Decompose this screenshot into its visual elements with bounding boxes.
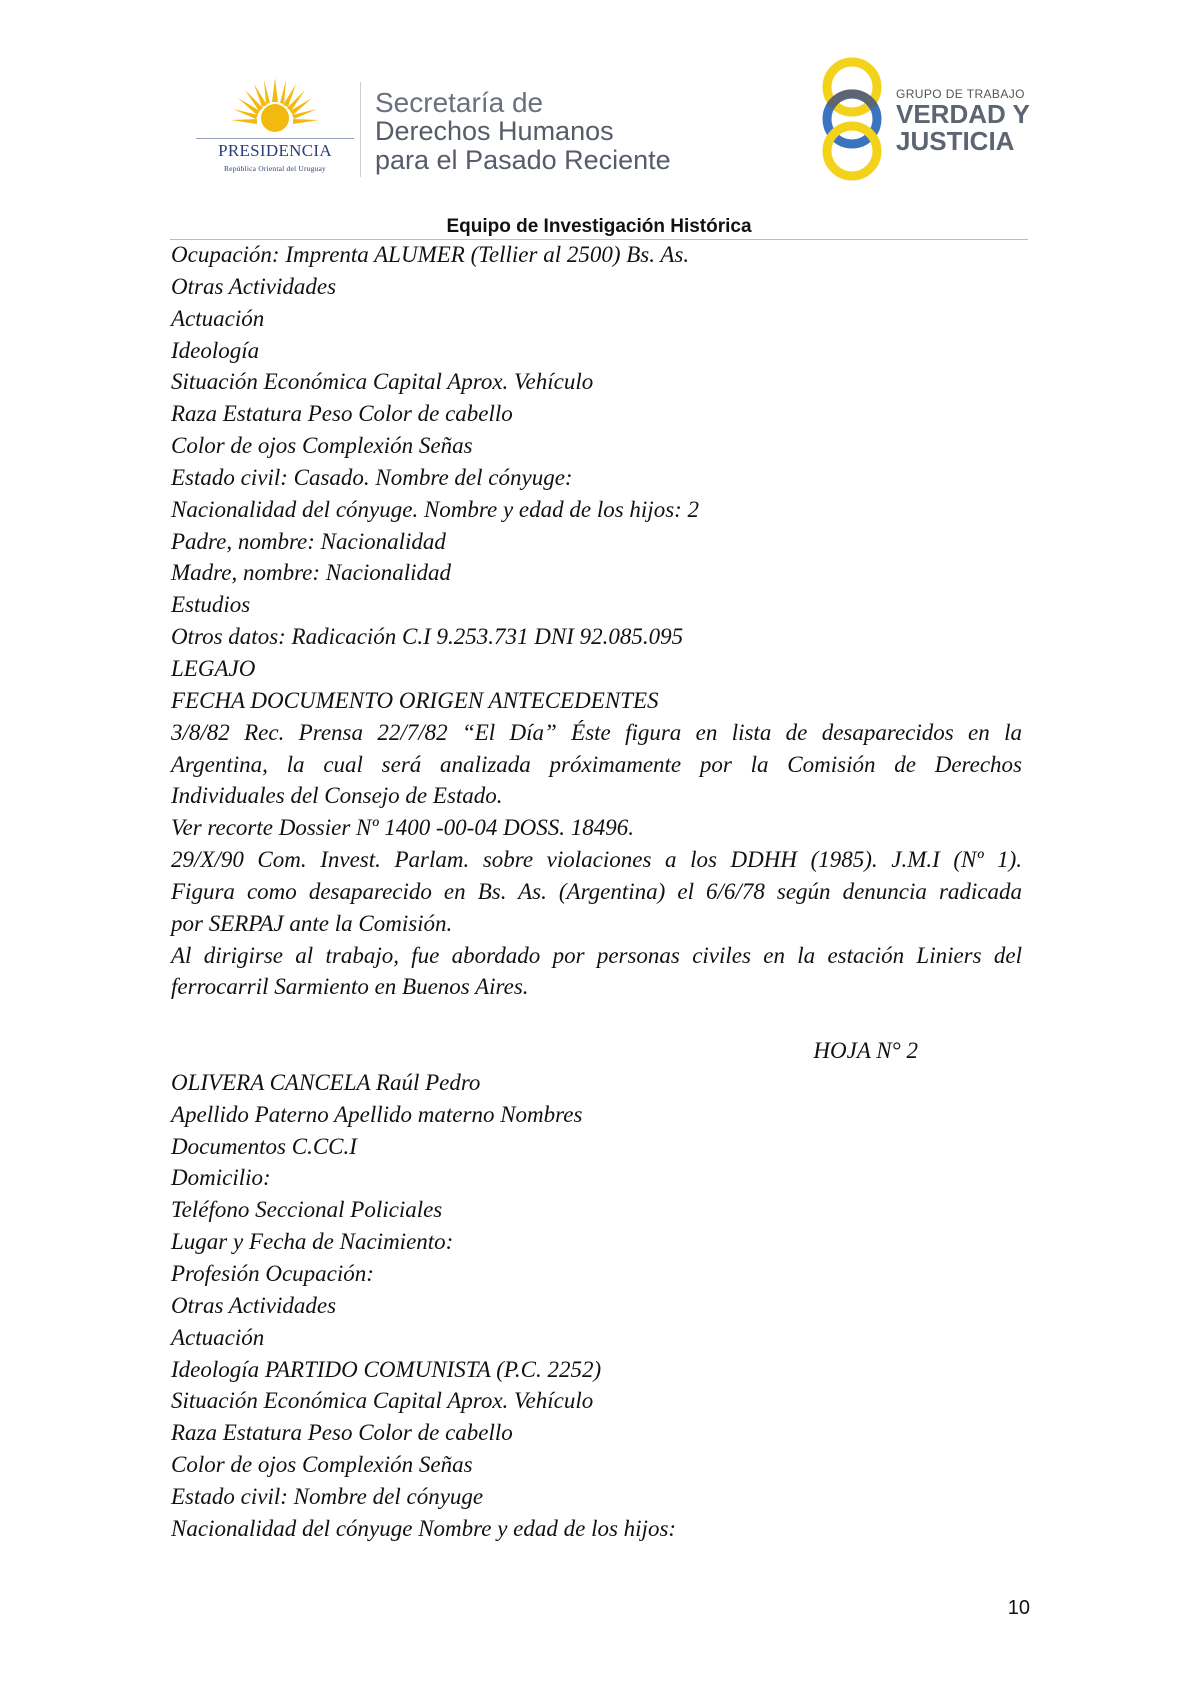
secretaria-line-2: Derechos Humanos	[375, 116, 614, 146]
text-line: Ideología PARTIDO COMUNISTA (P.C. 2252)	[171, 1356, 602, 1382]
text-line: Nacionalidad del cónyuge. Nombre y edad de los hijos: 2	[171, 496, 700, 522]
text-line: Situación Económica Capital Aprox. Vehículo	[171, 369, 594, 395]
presidencia-logo	[196, 78, 354, 178]
text-line: Padre, nombre: Nacionalidad	[171, 528, 446, 554]
text-line: Raza Estatura Peso Color de cabello	[171, 1420, 513, 1446]
gtvj-verdad: VERDAD Y	[896, 99, 1030, 129]
text-line: Estado civil: Nombre del cónyuge	[171, 1483, 484, 1509]
text-line: Color de ojos Complexión Señas	[171, 433, 473, 459]
text-line: Al dirigirse al trabajo, fue abordado por personas civiles en la estación Liniers del	[171, 942, 1022, 968]
text-line: por SERPAJ ante la Comisión.	[171, 910, 453, 936]
text-line: Otras Actividades	[171, 273, 337, 299]
text-line: Ideología	[171, 337, 260, 363]
text-line: Ocupación: Imprenta ALUMER (Tellier al 2500) Bs. As.	[171, 242, 690, 267]
text-line: FECHA DOCUMENTO ORIGEN ANTECEDENTES	[171, 687, 659, 713]
text-line: Estado civil: Casado. Nombre del cónyuge:	[171, 464, 573, 490]
text-line: Actuación	[171, 305, 265, 331]
text-line: Otros datos: Radicación C.I 9.253.731 DNI 92.085.095	[171, 624, 684, 650]
page-header	[0, 0, 1190, 210]
text-line: Individuales del Consejo de Estado.	[171, 783, 503, 809]
presidencia-subtitle: República Oriental del Uruguay	[223, 164, 326, 173]
text-line: Otras Actividades	[171, 1292, 337, 1318]
gtvj-justicia: JUSTICIA	[896, 126, 1015, 156]
secretaria-logo-text	[375, 88, 671, 175]
presidencia-divider	[196, 138, 354, 139]
text-line: Madre, nombre: Nacionalidad	[171, 560, 452, 586]
sheet-number: HOJA N° 2	[813, 1038, 918, 1064]
presidencia-name: PRESIDENCIA	[218, 141, 332, 160]
text-line: Argentina, la cual será analizada próximamente por la Comisión de Derechos	[171, 751, 1022, 777]
text-line: Estudios	[171, 592, 251, 618]
gtvj-label-small: GRUPO DE TRABAJO	[896, 87, 1025, 101]
logo-separator	[360, 82, 361, 177]
gtvj-label-large	[896, 101, 1030, 155]
text-line: Color de ojos Complexión Señas	[171, 1452, 473, 1478]
sun-emblem-icon	[231, 78, 319, 140]
text-line: Teléfono Seccional Policiales	[171, 1197, 443, 1223]
text-line: Apellido Paterno Apellido materno Nombres	[171, 1101, 583, 1127]
text-line: Lugar y Fecha de Nacimiento:	[171, 1229, 454, 1255]
linked-rings-icon	[818, 57, 894, 182]
page-number: 10	[1007, 1597, 1030, 1619]
text-line: 29/X/90 Com. Invest. Parlam. sobre violaciones a los DDHH (1985). J.M.I (Nº 1).	[171, 847, 1022, 873]
text-line: Nacionalidad del cónyuge Nombre y edad de los hijos:	[171, 1515, 677, 1541]
document-subtitle: Equipo de Investigación Histórica	[446, 216, 752, 237]
text-line: Documentos C.CC.I	[171, 1133, 357, 1159]
text-line: Ver recorte Dossier Nº 1400 -00-04 DOSS. 18496.	[171, 815, 635, 841]
text-line: 3/8/82 Rec. Prensa 22/7/82 “El Día” Éste figura en lista de desaparecidos en la	[171, 719, 1022, 745]
text-line: Domicilio:	[171, 1165, 271, 1191]
text-line: LEGAJO	[171, 655, 256, 681]
text-line: Actuación	[171, 1324, 265, 1350]
text-line: Situación Económica Capital Aprox. Vehículo	[171, 1388, 594, 1414]
text-line: OLIVERA CANCELA Raúl Pedro	[171, 1069, 481, 1095]
secretaria-line-3: para el Pasado Reciente	[375, 145, 671, 175]
document-body	[171, 239, 1022, 1545]
secretaria-line-1: Secretaría de	[375, 87, 544, 118]
grupo-trabajo-logo	[818, 57, 1028, 182]
text-line: Figura como desaparecido en Bs. As. (Argentina) el 6/6/78 según denuncia radicada	[171, 878, 1022, 904]
text-line: Raza Estatura Peso Color de cabello	[171, 401, 513, 427]
text-line: Profesión Ocupación:	[171, 1261, 374, 1286]
text-line: ferrocarril Sarmiento en Buenos Aires.	[171, 974, 529, 1000]
blank-line	[171, 1003, 1022, 1035]
